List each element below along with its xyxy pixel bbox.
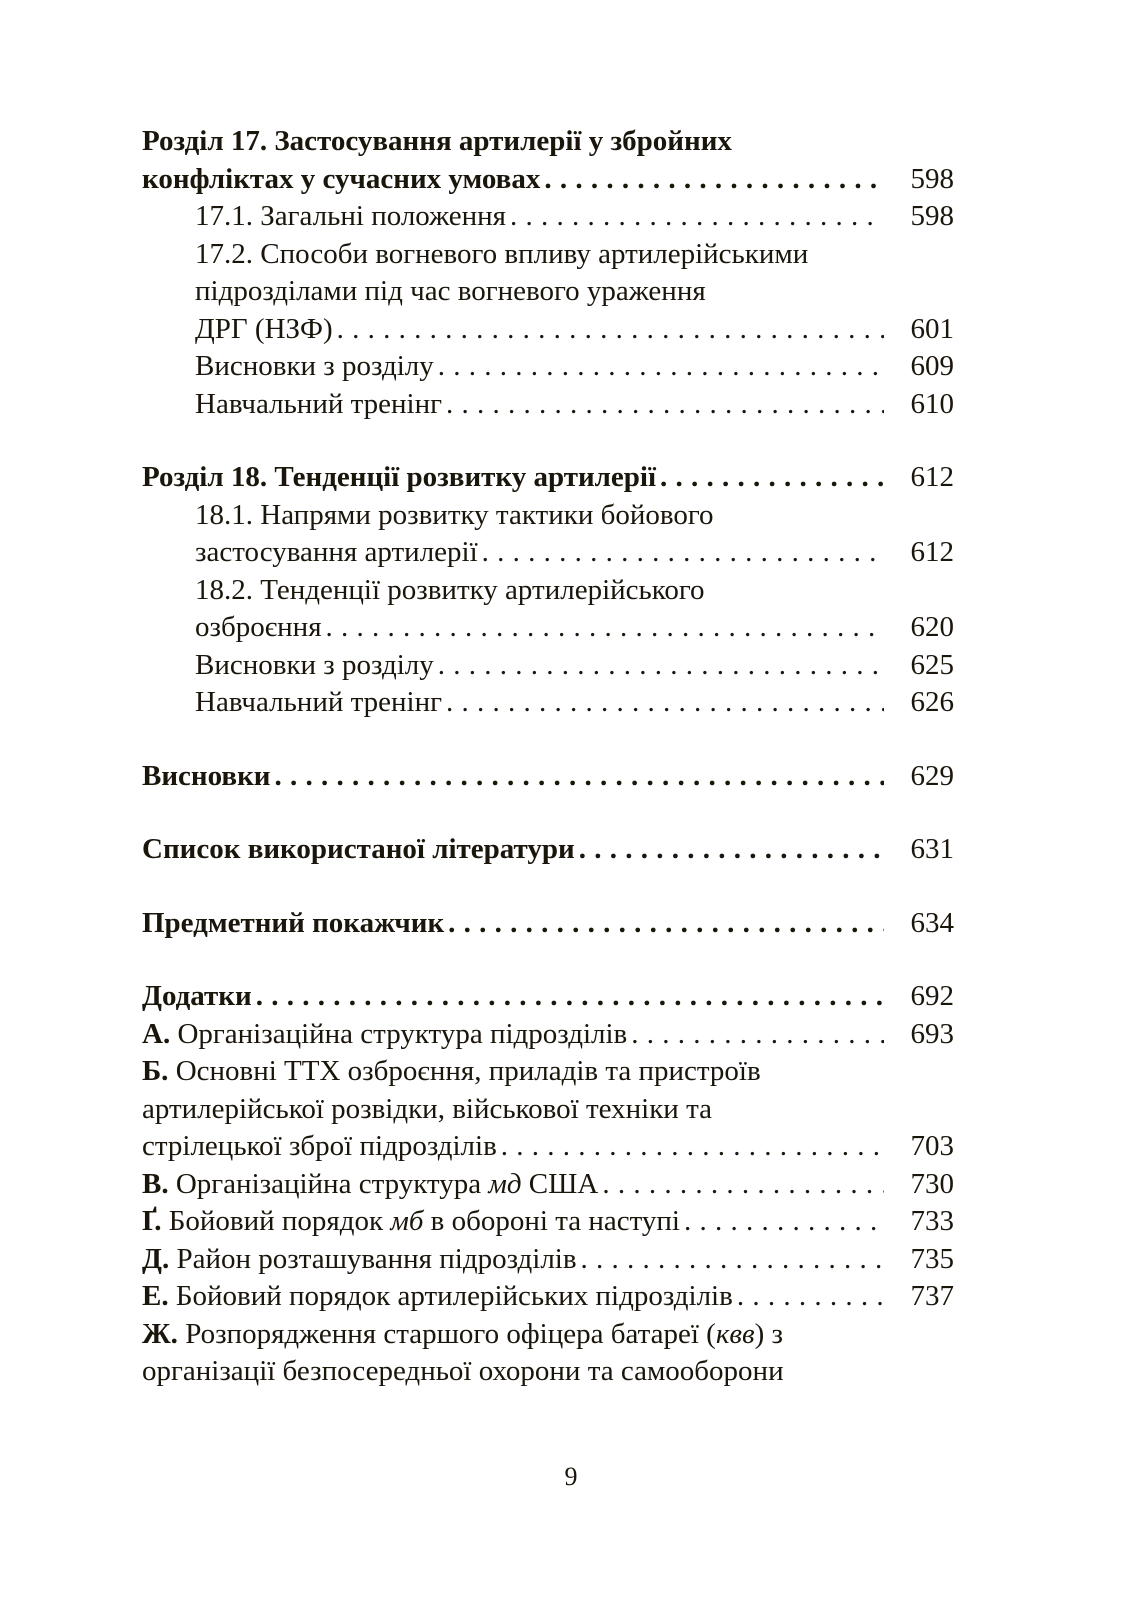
leader-dots	[684, 1203, 884, 1241]
toc-appendix-v[interactable]	[142, 1166, 954, 1204]
leader-dots	[660, 459, 884, 497]
spacer	[142, 795, 954, 831]
entry-title: Додатки	[142, 978, 256, 1016]
page-ref: 601	[910, 312, 954, 345]
appendix-letter: В.	[142, 1167, 169, 1200]
entry-title: Висновки	[142, 758, 275, 796]
page-ref: 612	[910, 461, 954, 493]
page-ref: 634	[910, 906, 954, 939]
leader-dots	[602, 1166, 884, 1204]
appendix-letter: Б.	[142, 1055, 169, 1087]
page-ref: 625	[910, 648, 954, 681]
chapter-title: Розділ 18. Тенденції розвитку артилерії	[142, 459, 660, 497]
leader-dots	[256, 978, 884, 1016]
leader-dots	[737, 1278, 884, 1316]
toc-item-17-2[interactable]	[142, 311, 954, 349]
page-ref: 733	[910, 1205, 954, 1237]
leader-dots	[438, 647, 884, 685]
item-title: 17.1. Загальні положення	[195, 198, 510, 236]
item-title: підрозділами під час вогневого ураження	[195, 275, 706, 307]
page-ref: 598	[910, 200, 954, 232]
toc-item-18-1-line1	[142, 497, 954, 535]
leader-dots	[446, 386, 884, 424]
appendix-title: Основні ТТХ озброєння, приладів та пристроїв	[175, 1055, 761, 1087]
page-ref: 610	[910, 387, 954, 420]
toc-chapter-17-title-line1	[142, 123, 954, 161]
page-ref: 692	[910, 980, 954, 1012]
page-ref: 620	[910, 611, 954, 643]
toc-appendix-b-line1	[142, 1053, 954, 1091]
toc-item-18-2[interactable]	[142, 609, 954, 647]
toc-index[interactable]	[142, 905, 954, 943]
toc-item-17-1[interactable]	[142, 198, 954, 236]
item-title: 18.2. Тенденції розвитку артилерійського	[195, 573, 705, 606]
spacer	[142, 869, 954, 905]
spacer	[142, 942, 954, 978]
appendix-letter: Е.	[142, 1280, 169, 1312]
page-ref: 598	[910, 162, 954, 195]
leader-dots	[337, 311, 884, 349]
leader-dots	[501, 1128, 884, 1166]
leader-dots	[275, 758, 885, 796]
toc-chapter-17[interactable]	[142, 161, 954, 199]
toc-item-17-2-line2	[142, 273, 954, 311]
leader-dots	[579, 831, 884, 869]
leader-dots	[631, 1016, 884, 1054]
page-ref: 609	[910, 350, 954, 382]
appendix-entry	[142, 1278, 737, 1316]
table-of-contents	[142, 123, 954, 1391]
appendix-entry	[142, 1203, 684, 1241]
page-ref: 626	[910, 686, 954, 718]
leader-dots	[446, 684, 884, 722]
toc-appendix-d[interactable]	[142, 1241, 954, 1279]
leader-dots	[438, 348, 884, 386]
appendix-title: Організаційна структура	[175, 1167, 489, 1200]
page-ref: 737	[910, 1280, 954, 1312]
appendix-letter: Ж.	[142, 1317, 178, 1350]
page-ref: 612	[910, 536, 954, 568]
item-title: ДРГ (НЗФ)	[195, 311, 337, 349]
appendix-title: Організаційна структура підрозділів	[177, 1017, 628, 1050]
appendix-letter: Д.	[142, 1242, 170, 1275]
toc-item-18-1[interactable]	[142, 534, 954, 572]
appendix-title: Район розташування підрозділів	[176, 1242, 577, 1275]
appendix-title: Бойовий порядок	[168, 1205, 391, 1237]
leader-dots	[510, 198, 884, 236]
appendix-title: артилерійської розвідки, військової техніки та	[142, 1092, 712, 1125]
toc-appendix-zh-line1[interactable]	[142, 1316, 954, 1354]
appendix-title: США	[521, 1167, 599, 1200]
chapter-title: Розділ 17. Застосування артилерії у збройних	[142, 125, 732, 157]
item-title: застосування артилерії	[195, 534, 482, 572]
toc-chapter-18[interactable]	[142, 459, 954, 497]
page-number: 9	[564, 1462, 578, 1491]
page-ref: 693	[910, 1017, 954, 1050]
toc-item-17-training[interactable]	[142, 386, 954, 424]
toc-item-18-conclusions[interactable]	[142, 647, 954, 685]
toc-appendix-b-line2	[142, 1091, 954, 1129]
appendix-title: Бойовий порядок артилерійських підрозділів	[175, 1280, 733, 1312]
toc-appendix-b[interactable]	[142, 1128, 954, 1166]
appendix-letter: А.	[142, 1017, 171, 1050]
appendix-title: в обороні та наступі	[423, 1205, 680, 1237]
toc-item-18-training[interactable]	[142, 684, 954, 722]
toc-appendix-e[interactable]	[142, 1278, 954, 1316]
chapter-title: конфліктах у сучасних умовах	[142, 161, 544, 199]
toc-item-17-conclusions[interactable]	[142, 348, 954, 386]
toc-item-18-2-line1	[142, 572, 954, 610]
item-title: озброєння	[195, 609, 326, 647]
item-title: 17.2. Способи вогневого впливу артилерійськими	[195, 237, 809, 270]
page-ref: 631	[910, 833, 954, 865]
leader-dots	[448, 905, 884, 943]
toc-references[interactable]	[142, 831, 954, 869]
leader-dots	[482, 534, 884, 572]
toc-conclusions[interactable]	[142, 758, 954, 796]
item-title: Висновки з розділу	[195, 348, 438, 386]
toc-appendices[interactable]	[142, 978, 954, 1016]
abbreviation: мб	[390, 1205, 424, 1237]
toc-appendix-a[interactable]	[142, 1016, 954, 1054]
abbreviation: квв	[715, 1317, 755, 1350]
spacer	[142, 423, 954, 459]
page-ref: 730	[910, 1167, 954, 1200]
appendix-entry	[142, 1016, 631, 1054]
item-title: Висновки з розділу	[195, 647, 438, 685]
appendix-entry	[142, 1166, 602, 1204]
appendix-entry	[142, 1241, 581, 1279]
toc-appendix-zh-line2	[142, 1353, 954, 1391]
appendix-title: Розпорядження старшого офіцера батареї (	[185, 1317, 716, 1350]
page-ref: 703	[910, 1130, 954, 1162]
appendix-title: ) з	[754, 1317, 783, 1350]
leader-dots	[326, 609, 884, 647]
leader-dots	[581, 1241, 884, 1279]
appendix-title: організації безпосередньої охорони та самооборони	[142, 1355, 784, 1387]
page-ref: 735	[910, 1242, 954, 1275]
spacer	[142, 722, 954, 758]
entry-title: Список використаної літератури	[142, 831, 579, 869]
toc-item-17-2-line1	[142, 236, 954, 274]
item-title: Навчальний тренінг	[195, 386, 446, 424]
item-title: 18.1. Напрями розвитку тактики бойового	[195, 498, 714, 531]
appendix-letter: Ґ.	[142, 1205, 162, 1237]
appendix-title: стрілецької зброї підрозділів	[142, 1128, 501, 1166]
abbreviation: мд	[488, 1167, 522, 1200]
toc-appendix-g[interactable]	[142, 1203, 954, 1241]
entry-title: Предметний покажчик	[142, 905, 448, 943]
item-title: Навчальний тренінг	[195, 684, 446, 722]
leader-dots	[544, 161, 884, 199]
page-ref: 629	[910, 759, 954, 792]
